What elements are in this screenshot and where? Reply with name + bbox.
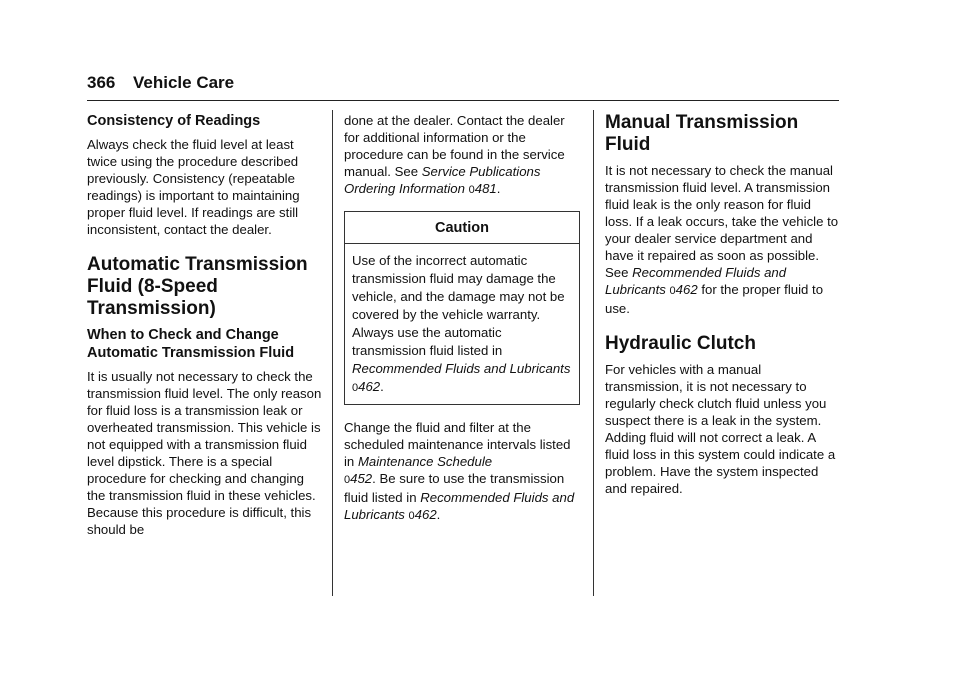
caution-title: Caution bbox=[345, 212, 579, 244]
change-fluid-paragraph: Change the fluid and filter at the scheduled maintenance intervals listed in Maintenance Schedule 0452. Be sure to use the transmission fluid listed in Recommended Fluids and Lubricants 0462. bbox=[344, 420, 575, 522]
recommended-fluids-link[interactable]: Recommended Fluids and Lubricants bbox=[344, 490, 575, 522]
recommended-fluids-link[interactable]: Recommended Fluids and Lubricants bbox=[352, 361, 571, 376]
column-2 bbox=[344, 112, 580, 525]
continued-paragraph: done at the dealer. Contact the dealer for additional information or the procedure can be found in the service manual. See Service Publications Ordering Information 0481. bbox=[344, 113, 565, 196]
when-to-check-paragraph: It is usually not necessary to check the transmission fluid level. The only reason for fluid loss is a transmission leak or overheated transmission. This vehicle is not equipped with a transmission fluid level dipstick. There is a special procedure for checking and changing the transmission fluid in these vehicles. Because this procedure is difficult, this should be bbox=[87, 369, 322, 537]
consistency-heading: Consistency of Readings bbox=[87, 113, 261, 129]
maintenance-schedule-link[interactable]: Maintenance Schedule bbox=[357, 454, 493, 469]
page-ref[interactable]: 462 bbox=[358, 379, 381, 394]
page-header bbox=[87, 72, 839, 101]
page-ref[interactable]: 481 bbox=[474, 181, 497, 196]
recommended-fluids-link[interactable]: Recommended Fluids and Lubricants bbox=[605, 265, 787, 297]
service-publications-link[interactable]: Service Publications Ordering Information bbox=[344, 164, 541, 196]
caution-box bbox=[344, 211, 580, 405]
page-ref-icon: 0 bbox=[344, 474, 351, 486]
page-ref[interactable]: 462 bbox=[675, 282, 698, 297]
page-number: 366 bbox=[87, 73, 116, 92]
when-to-check-heading: When to Check and Change Automatic Transmission Fluid bbox=[87, 327, 295, 361]
page-ref-icon: 0 bbox=[669, 285, 676, 297]
section-title: Vehicle Care bbox=[133, 73, 235, 92]
manual-transmission-paragraph: It is not necessary to check the manual transmission fluid level. A transmission fluid leak is the only reason for fluid loss. If a leak occurs, take the vehicle to your dealer service department and have it repaired as soon as possible. See Recommended Fluids and Lubricants 0462 for the proper fluid to use. bbox=[605, 163, 839, 316]
page-ref[interactable]: 452 bbox=[350, 471, 373, 486]
caution-paragraph: Use of the incorrect automatic transmission fluid may damage the vehicle, and the damage may not be covered by the vehicle warranty. Always use the automatic transmission fluid listed in Recommended Fluids and Lubricants 0462. bbox=[352, 253, 571, 394]
column-divider bbox=[593, 110, 594, 596]
hydraulic-clutch-heading: Hydraulic Clutch bbox=[605, 333, 756, 354]
column-3 bbox=[605, 112, 841, 497]
column-divider bbox=[332, 110, 333, 596]
page-ref[interactable]: 462 bbox=[414, 507, 437, 522]
manual-transmission-heading: Manual Transmission Fluid bbox=[605, 112, 799, 155]
page-ref-icon: 0 bbox=[468, 184, 475, 196]
auto-transmission-heading: Automatic Transmission Fluid (8-Speed Transmission) bbox=[87, 254, 308, 319]
page-ref-icon: 0 bbox=[352, 382, 359, 394]
page-ref-icon: 0 bbox=[408, 510, 415, 522]
hydraulic-clutch-paragraph: For vehicles with a manual transmission, it is not necessary to regularly check clutch fluid unless you suspect there is a leak in the system. Adding fluid will not correct a leak. A fluid loss in this system could indicate a problem. Have the system inspected and repaired. bbox=[605, 362, 836, 496]
column-1 bbox=[87, 112, 323, 538]
consistency-paragraph: Always check the fluid level at least twice using the procedure described previously. Consistency (repeatable readings) is important to maintaining proper fluid level. If readings are still inconsistent, contact the dealer. bbox=[87, 137, 300, 237]
